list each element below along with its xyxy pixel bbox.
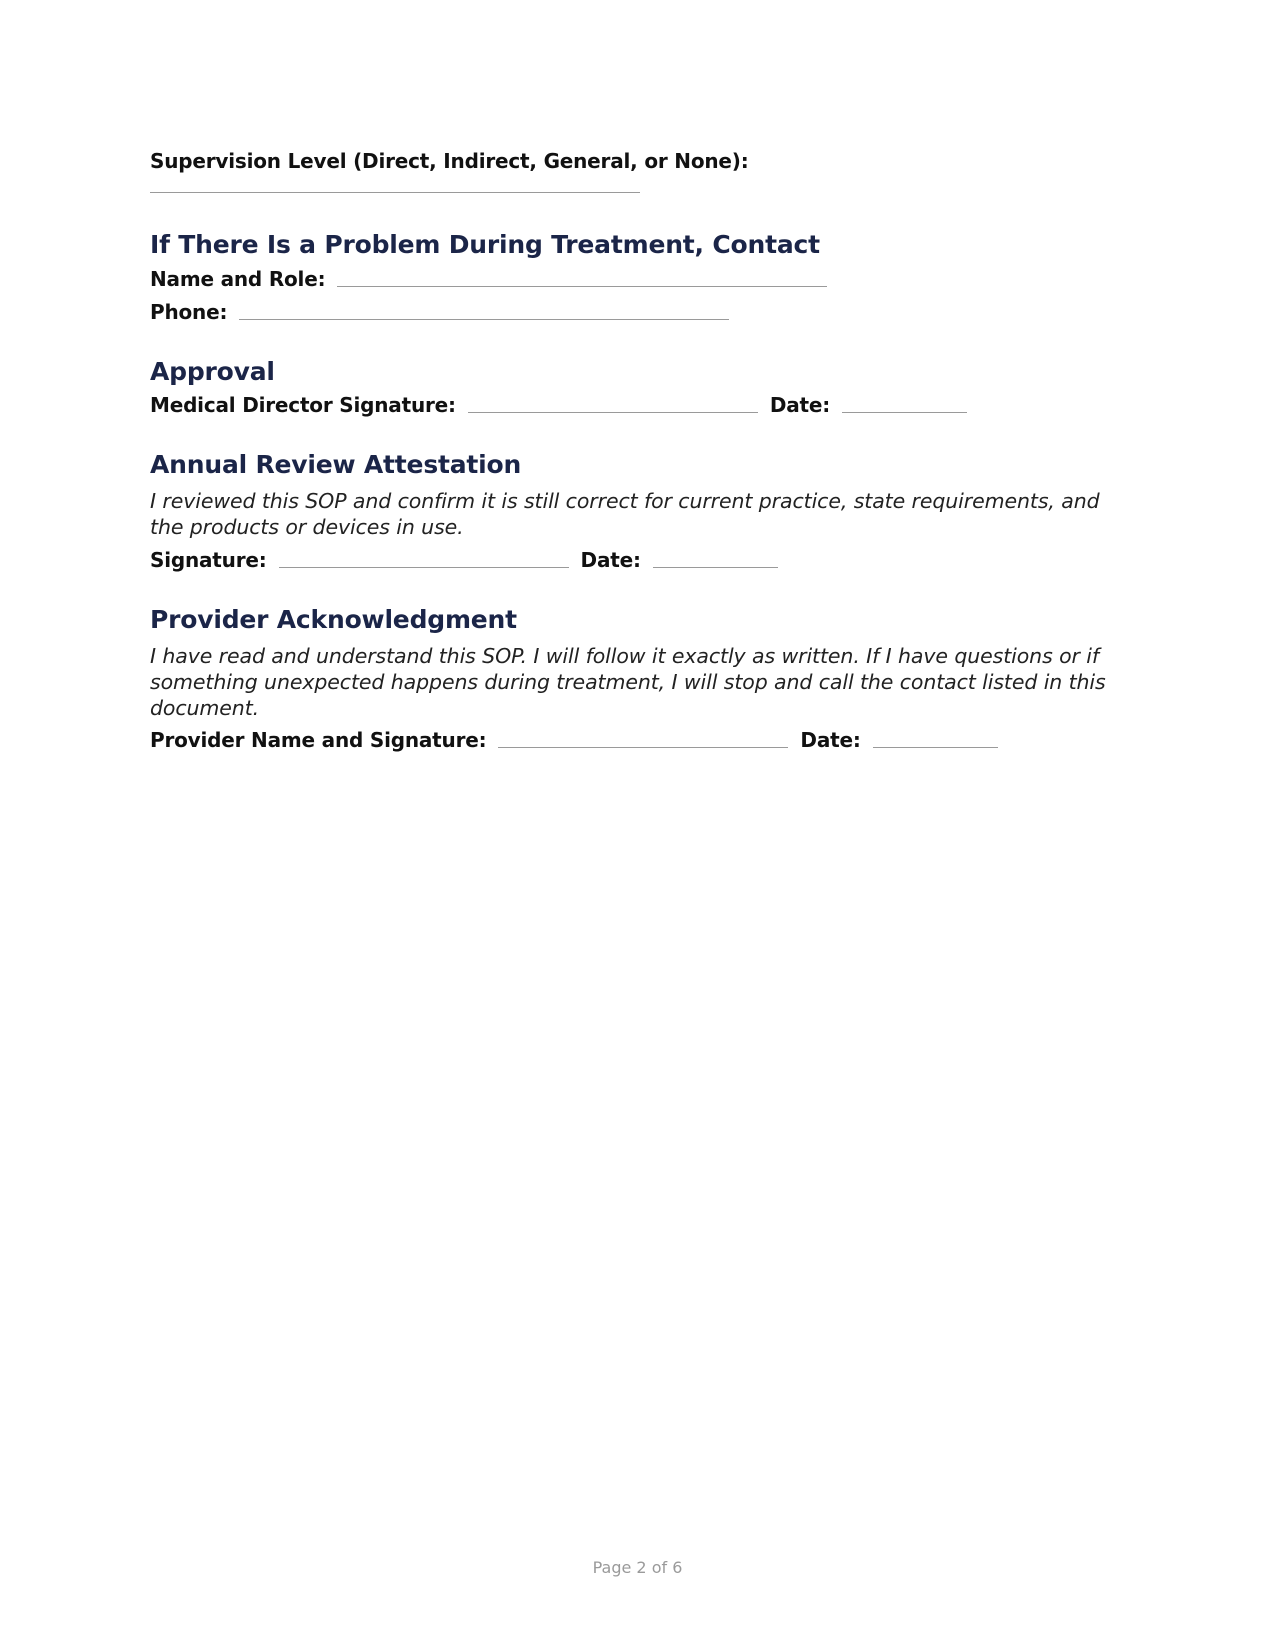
name-role-row (150, 268, 827, 290)
annual-review-signature-row (150, 549, 778, 571)
medical-director-signature-label: Medical Director Signature: (150, 393, 456, 417)
phone-field[interactable] (239, 305, 729, 320)
approval-heading: Approval (150, 357, 275, 386)
provider-ack-heading: Provider Acknowledgment (150, 605, 517, 634)
annual-review-date-label: Date: (580, 548, 641, 572)
name-role-label: Name and Role: (150, 267, 326, 291)
annual-review-statement: I reviewed this SOP and confirm it is still correct for current practice, state requirements, and the products or devices in use. (150, 489, 1100, 539)
provider-signature-row (150, 729, 998, 751)
provider-ack-statement: I have read and understand this SOP. I will follow it exactly as written. If I have questions or if something unexpected happens during treatment, I will stop and call the contact listed in this document. (150, 644, 1106, 720)
approval-date-field[interactable] (842, 398, 967, 413)
phone-row (150, 301, 729, 323)
page-number: Page 2 of 6 (592, 1558, 683, 1577)
medical-director-signature-field[interactable] (468, 398, 758, 413)
supervision-level-field-row (150, 178, 640, 196)
approval-signature-row (150, 394, 967, 416)
supervision-level-field[interactable] (150, 178, 640, 193)
provider-date-field[interactable] (873, 733, 998, 748)
provider-date-label: Date: (800, 728, 861, 752)
phone-label: Phone: (150, 300, 228, 324)
provider-signature-field[interactable] (498, 733, 788, 748)
problem-contact-heading: If There Is a Problem During Treatment, Contact (150, 230, 820, 259)
supervision-level-row (150, 150, 749, 172)
annual-review-signature-label: Signature: (150, 548, 267, 572)
annual-review-signature-field[interactable] (279, 553, 569, 568)
annual-review-date-field[interactable] (653, 553, 778, 568)
name-role-field[interactable] (337, 272, 827, 287)
supervision-level-label: Supervision Level (Direct, Indirect, General, or None): (150, 149, 749, 173)
annual-review-heading: Annual Review Attestation (150, 450, 522, 479)
provider-signature-label: Provider Name and Signature: (150, 728, 487, 752)
approval-date-label: Date: (769, 393, 831, 417)
